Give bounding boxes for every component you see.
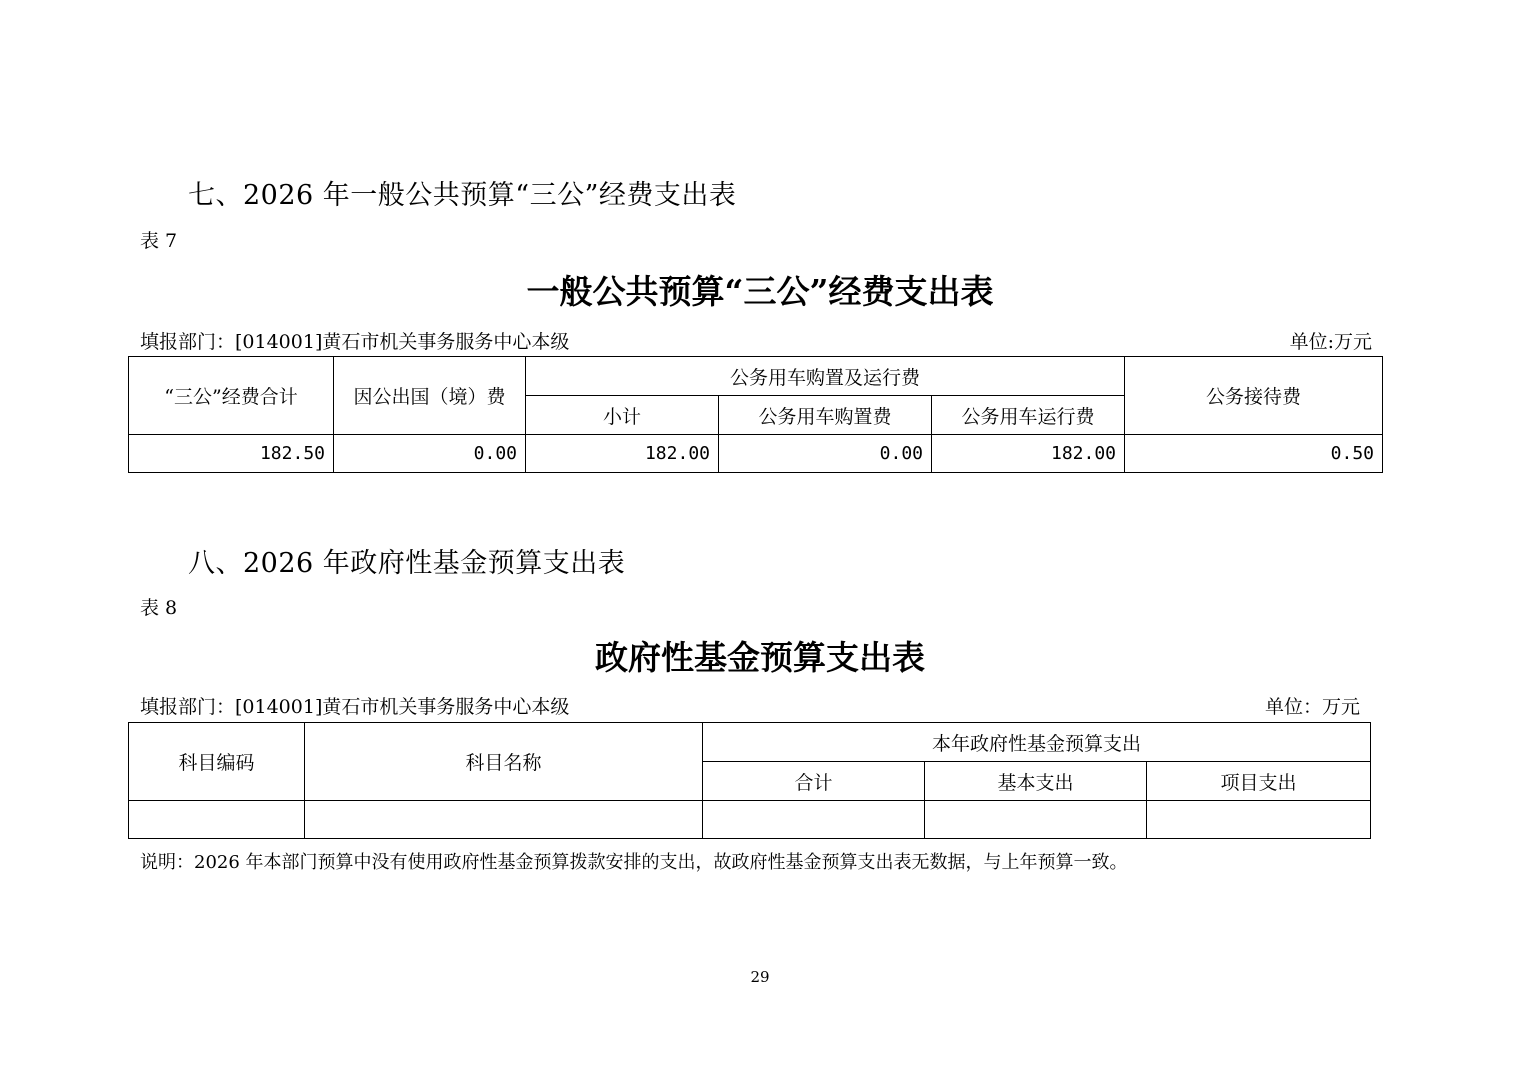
cell-reception: 0.50 <box>1125 435 1383 473</box>
cell-vehicle-operation: 182.00 <box>932 435 1125 473</box>
table-title-8: 政府性基金预算支出表 <box>595 638 925 677</box>
table-number-7: 表 7 <box>140 230 178 252</box>
page-number: 29 <box>750 968 770 986</box>
cell-empty <box>1147 801 1371 839</box>
reporting-department-8: 填报部门：[014001]黄石市机关事务服务中心本级 <box>140 696 570 718</box>
cell-empty <box>129 801 305 839</box>
header-basic-expense: 基本支出 <box>925 762 1147 801</box>
header-total: “三公”经费合计 <box>129 357 334 435</box>
header-fund-total: 合计 <box>703 762 925 801</box>
section-heading-8: 八、2026 年政府性基金预算支出表 <box>188 548 626 579</box>
unit-label-8: 单位：万元 <box>1264 696 1360 718</box>
cell-empty <box>305 801 703 839</box>
table-number-8: 表 8 <box>140 597 178 619</box>
unit-label-7: 单位:万元 <box>1289 331 1372 353</box>
header-vehicle-operation: 公务用车运行费 <box>932 396 1125 435</box>
reporting-department-7: 填报部门：[014001]黄石市机关事务服务中心本级 <box>140 331 570 353</box>
cell-empty <box>925 801 1147 839</box>
explanation-note: 说明：2026 年本部门预算中没有使用政府性基金预算拨款安排的支出，故政府性基金预算支出表无数据，与上年预算一致。 <box>140 852 1128 873</box>
cell-total: 182.50 <box>129 435 334 473</box>
header-abroad: 因公出国（境）费 <box>334 357 526 435</box>
three-public-expenses-table <box>128 356 1383 473</box>
header-vehicle-purchase: 公务用车购置费 <box>719 396 932 435</box>
table-row <box>129 801 1371 839</box>
table-row <box>129 435 1383 473</box>
government-fund-table <box>128 722 1371 839</box>
cell-abroad: 0.00 <box>334 435 526 473</box>
cell-subtotal: 182.00 <box>526 435 719 473</box>
header-subject-code: 科目编码 <box>129 723 305 801</box>
header-subtotal: 小计 <box>526 396 719 435</box>
header-reception: 公务接待费 <box>1125 357 1383 435</box>
section-heading-7: 七、2026 年一般公共预算“三公”经费支出表 <box>188 180 737 211</box>
cell-empty <box>703 801 925 839</box>
header-vehicle-group: 公务用车购置及运行费 <box>526 357 1125 396</box>
cell-vehicle-purchase: 0.00 <box>719 435 932 473</box>
header-subject-name: 科目名称 <box>305 723 703 801</box>
header-fund-group: 本年政府性基金预算支出 <box>703 723 1371 762</box>
header-project-expense: 项目支出 <box>1147 762 1371 801</box>
table-title-7: 一般公共预算“三公”经费支出表 <box>526 272 994 311</box>
